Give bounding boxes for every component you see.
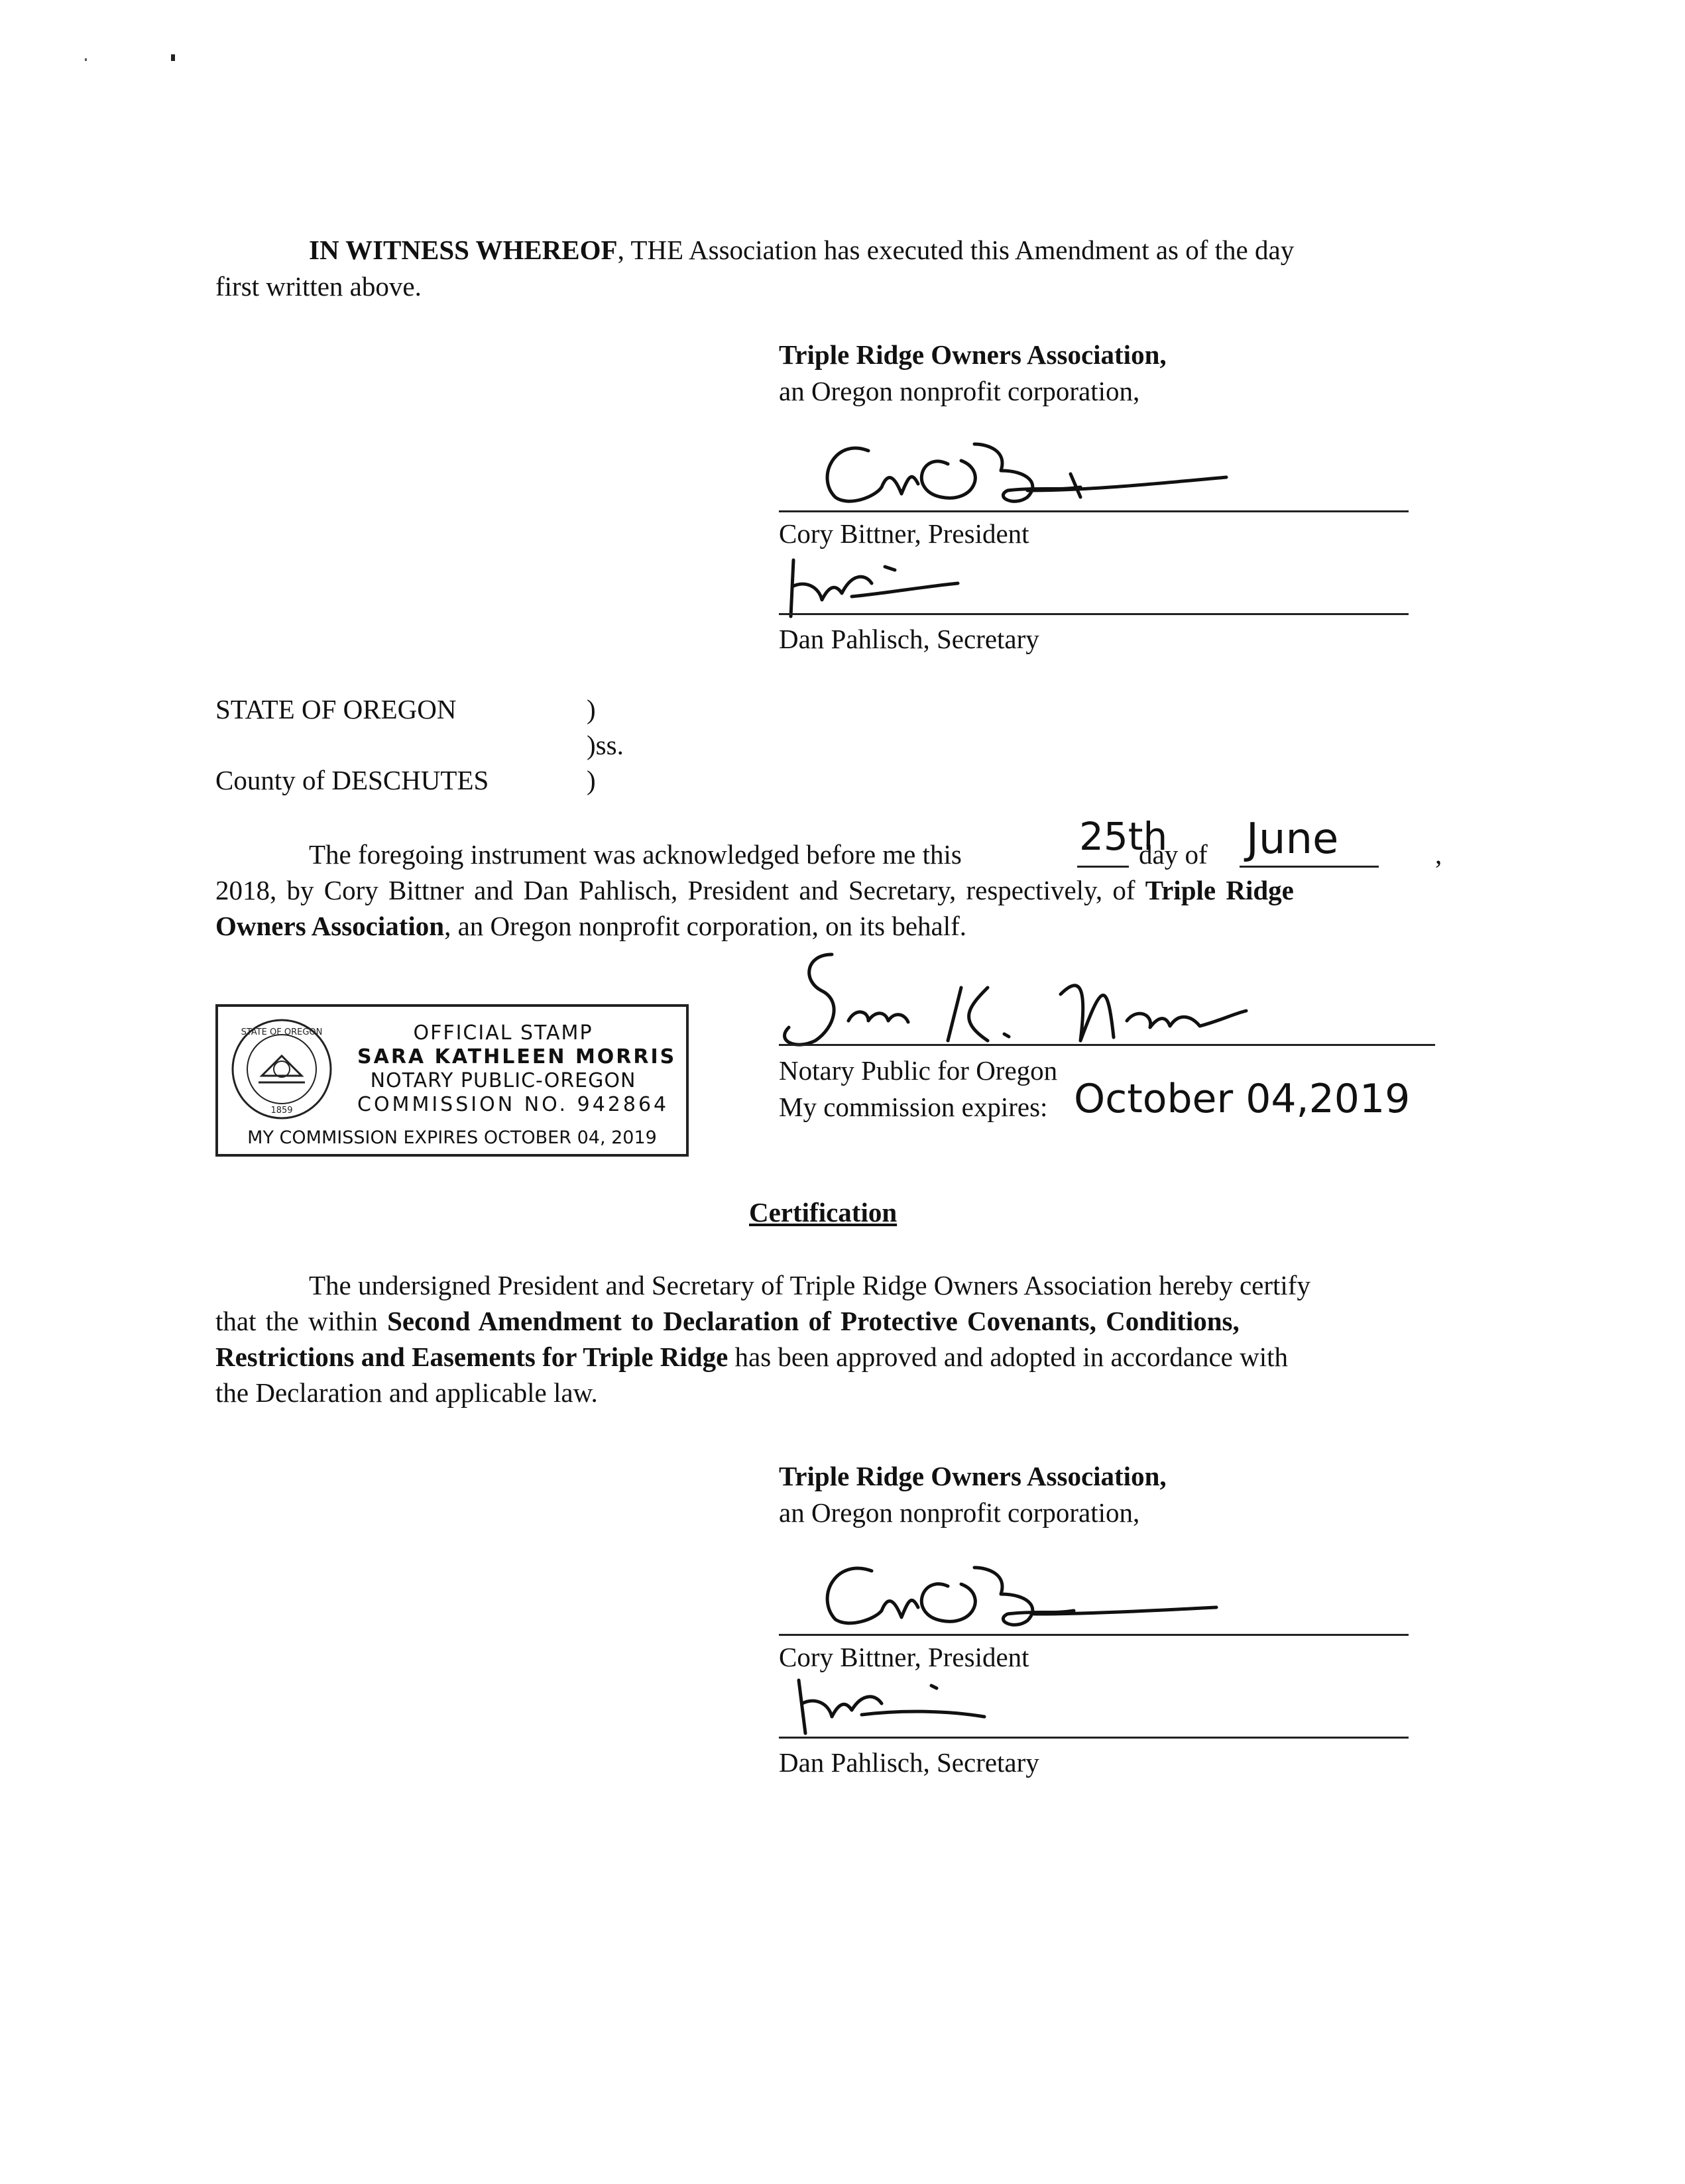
- signature-line-president-2: [779, 1634, 1409, 1636]
- notary-stamp: [215, 1004, 689, 1157]
- secretary-signature-1: [779, 547, 991, 620]
- ack-text-c: ,: [1435, 839, 1442, 870]
- seal-year-text: 1859: [270, 1106, 293, 1116]
- ack-line-3: [215, 908, 966, 944]
- witness-lead: IN WITNESS WHEREOF: [309, 235, 618, 265]
- secretary-signature-2: [785, 1667, 1011, 1740]
- ack-line-3-bold: Owners Association: [215, 911, 445, 941]
- ack-day-blank: [1077, 866, 1129, 868]
- seal-top-text: STATE OF OREGON: [241, 1027, 323, 1037]
- org-desc-2: an Oregon nonprofit corporation,: [779, 1497, 1140, 1528]
- cert-line-4: the Declaration and applicable law.: [215, 1377, 598, 1408]
- witness-line-1: [309, 232, 1294, 268]
- venue-paren-top: ): [587, 694, 596, 724]
- cert-line-2-text: that the within: [215, 1306, 378, 1336]
- org-name-1: Triple Ridge Owners Association,: [779, 339, 1167, 370]
- venue-county: County of DESCHUTES: [215, 765, 489, 795]
- secretary-label-1: Dan Pahlisch, Secretary: [779, 624, 1039, 654]
- cert-line-3-bold: Restrictions and Easements for Triple Ridge: [215, 1342, 728, 1372]
- ack-line-2: [215, 872, 1294, 908]
- witness-rest: , THE Association has executed this Amendment as of the day: [617, 235, 1295, 265]
- scan-speck: [171, 54, 175, 61]
- president-signature-1: [809, 424, 1240, 517]
- notary-label: Notary Public for Oregon: [779, 1055, 1058, 1086]
- certification-heading: Certification: [749, 1197, 898, 1228]
- org-desc-1: an Oregon nonprofit corporation,: [779, 376, 1140, 406]
- president-label-1: Cory Bittner, President: [779, 518, 1029, 549]
- signature-line-secretary-1: [779, 613, 1409, 615]
- signature-line-secretary-2: [779, 1737, 1409, 1739]
- signature-line-president-1: [779, 510, 1409, 512]
- ack-day-handwritten: 25th: [1079, 814, 1168, 859]
- stamp-line-2: SARA KATHLEEN MORRIS: [357, 1045, 677, 1068]
- notary-expires-label: My commission expires:: [779, 1092, 1048, 1122]
- ack-line-2-bold: Triple Ridge: [1145, 875, 1294, 905]
- org-name-2: Triple Ridge Owners Association,: [779, 1461, 1167, 1491]
- ack-line-2-text: 2018, by Cory Bittner and Dan Pahlisch, President and Secretary, respectively, of: [215, 875, 1135, 905]
- signature-line-notary: [779, 1044, 1435, 1046]
- stamp-line-1: OFFICIAL STAMP: [413, 1021, 593, 1045]
- ack-month-blank: [1240, 866, 1379, 868]
- stamp-line-5: MY COMMISSION EXPIRES OCTOBER 04, 2019: [247, 1127, 657, 1148]
- venue-ss: )ss.: [587, 730, 624, 760]
- venue-paren-bottom: ): [587, 765, 596, 795]
- oregon-seal-icon: [229, 1016, 335, 1122]
- cert-line-1: The undersigned President and Secretary of Triple Ridge Owners Association hereby certify: [309, 1270, 1310, 1300]
- cert-line-2-bold: Second Amendment to Declaration of Protective Covenants, Conditions,: [387, 1306, 1240, 1336]
- cert-line-2: [215, 1303, 1240, 1339]
- cert-line-3-rest: has been approved and adopted in accordance with: [734, 1342, 1288, 1372]
- president-label-2: Cory Bittner, President: [779, 1642, 1029, 1672]
- ack-text-a: The foregoing instrument was acknowledged before me this: [309, 839, 962, 870]
- president-signature-2: [809, 1548, 1240, 1640]
- scan-speck: [85, 58, 87, 61]
- secretary-label-2: Dan Pahlisch, Secretary: [779, 1747, 1039, 1778]
- ack-text-b: day of: [1139, 839, 1208, 870]
- notary-expires-handwritten: October 04,2019: [1074, 1076, 1411, 1122]
- ack-month-handwritten: June: [1246, 815, 1339, 864]
- cert-line-3: [215, 1339, 1288, 1375]
- venue-state: STATE OF OREGON: [215, 694, 457, 724]
- stamp-line-4: COMMISSION NO. 942864: [357, 1093, 669, 1116]
- ack-line-3-rest: , an Oregon nonprofit corporation, on its behalf.: [444, 911, 967, 941]
- stamp-line-3: NOTARY PUBLIC-OREGON: [370, 1069, 636, 1092]
- witness-line-2: first written above.: [215, 271, 422, 302]
